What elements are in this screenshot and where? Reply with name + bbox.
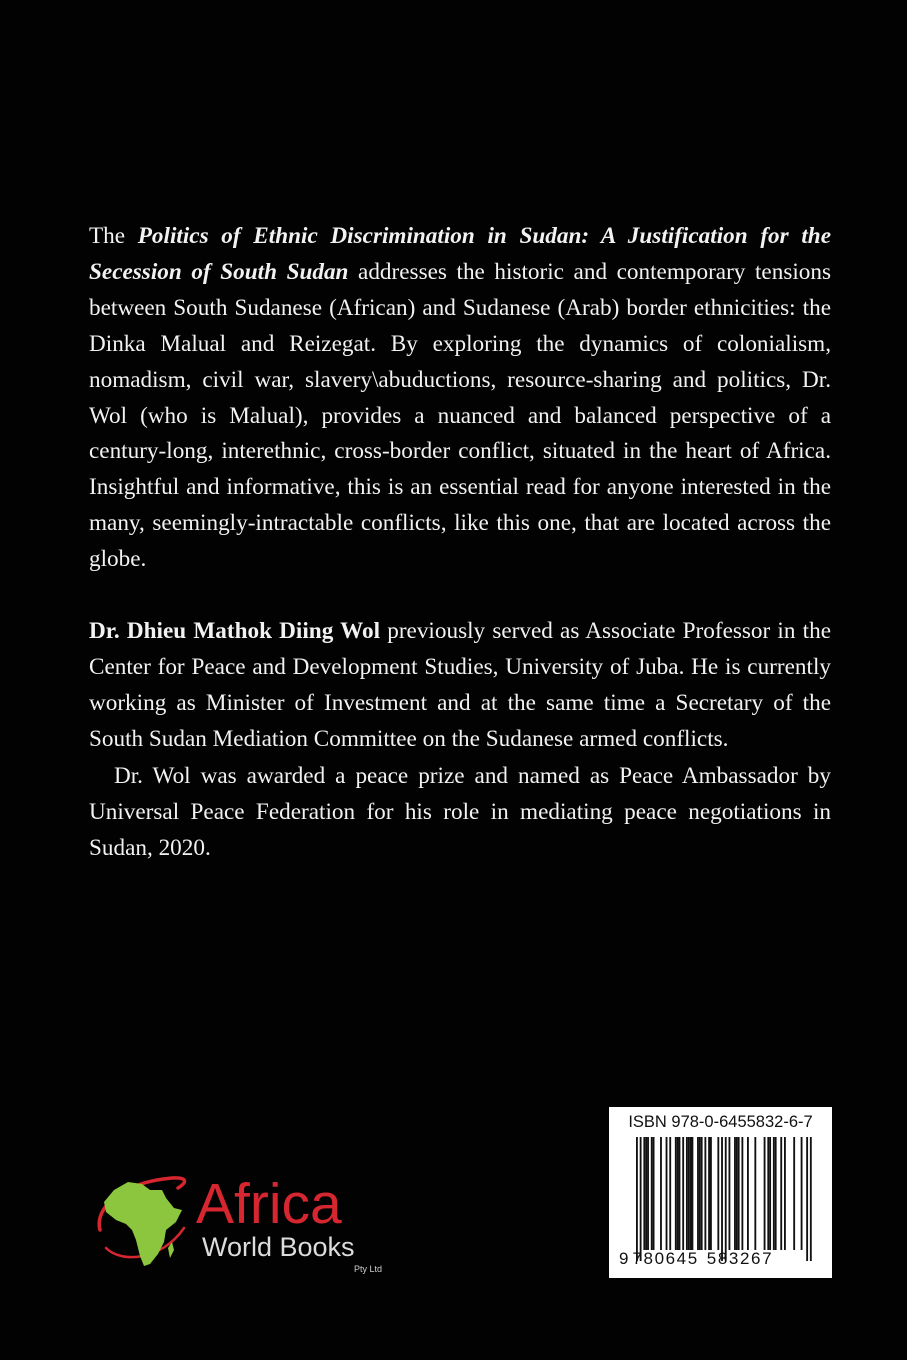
- barcode-bar: [675, 1137, 677, 1250]
- award-text: Dr. Wol was awarded a peace prize and named as Peace Ambassador by Universal Peace Federation for his role in mediating peace negotiations in Sudan, 2020.: [89, 763, 831, 861]
- barcode-bar: [741, 1137, 743, 1250]
- barcode-bar: [699, 1137, 701, 1250]
- barcode-digits-left: 780645: [632, 1249, 699, 1268]
- author-name: Dr. Dhieu Mathok Diing Wol: [89, 618, 381, 644]
- blurb-the: The: [89, 223, 138, 249]
- barcode-bar: [784, 1137, 786, 1250]
- barcode-bar: [773, 1137, 775, 1250]
- barcode-bar: [688, 1137, 690, 1250]
- barcode-bar: [653, 1137, 655, 1250]
- barcode-bar: [682, 1137, 684, 1250]
- barcode-bar: [729, 1137, 731, 1250]
- barcode-bar: [754, 1137, 756, 1250]
- isbn-label: ISBN 978-0-6455832-6-7: [628, 1113, 813, 1131]
- barcode-bar: [793, 1137, 795, 1250]
- author-bio-text: previously served as Associate Professor in the Center for Peace and Development Studies, University of Juba. He is currently working as Minister of Investment and at the same time a Secretary of the South Sudan Mediation Committee on the Sudanese armed conflicts.: [89, 618, 831, 752]
- barcode-bar: [669, 1137, 671, 1250]
- barcode-bar: [747, 1137, 749, 1250]
- author-bio-paragraph: [89, 614, 831, 758]
- barcode-bar: [725, 1137, 727, 1261]
- barcode-digits: [619, 1249, 773, 1269]
- book-title: Politics of Ethnic Discrimination in Sudan: A Justification for the Secession of South Sudan: [89, 223, 831, 285]
- barcode-bar: [651, 1137, 653, 1250]
- barcode-bar: [736, 1137, 738, 1250]
- barcode-bar: [690, 1137, 692, 1250]
- barcode-bar: [692, 1137, 694, 1250]
- publisher-name-pty-ltd: Pty Ltd: [354, 1264, 383, 1274]
- barcode-bar: [721, 1137, 723, 1261]
- publisher-logo: [92, 1168, 392, 1288]
- isbn-barcode: [609, 1107, 832, 1278]
- barcode-bar: [686, 1137, 688, 1250]
- barcode-bar: [645, 1137, 647, 1250]
- blurb-paragraph: [89, 219, 831, 578]
- barcode-bar: [636, 1137, 638, 1261]
- publisher-name-world-books: World Books: [202, 1232, 355, 1262]
- barcode-bar: [764, 1137, 766, 1250]
- barcode-bar: [640, 1137, 642, 1261]
- barcode-bar: [701, 1137, 703, 1250]
- barcode-digit-first: 9: [619, 1249, 629, 1268]
- publisher-name-africa: Africa: [196, 1172, 342, 1236]
- barcode-bar: [717, 1137, 719, 1250]
- barcode-bar: [775, 1137, 777, 1250]
- barcode-bar: [767, 1137, 769, 1250]
- barcode-bar: [679, 1137, 681, 1250]
- award-paragraph: [89, 759, 831, 867]
- barcode-bar: [660, 1137, 662, 1250]
- barcode-bar: [643, 1137, 645, 1250]
- barcode-bar: [666, 1137, 668, 1250]
- barcode-bar: [647, 1137, 649, 1250]
- barcode-bar: [806, 1137, 808, 1261]
- barcode-bar: [734, 1137, 736, 1250]
- barcode-bar: [810, 1137, 812, 1261]
- blurb-text: addresses the historic and contemporary tensions between South Sudanese (African) and Sudanese (Arab) border ethnicities: the Dinka Malual and Reizegat. By exploring the dynamics of colonialism, nomadism, civil war, slavery\abuductions, resource-sharing and politics, Dr. Wol (who is Malual), provides a nuanced and balanced perspective of a century-long, interethnic, cross-border conflict, situated in the heart of Africa. Insightful and informative, this is an essential read for anyone interested in the many, seemingly-intractable conflicts, like this one, that are located across the globe.: [89, 258, 831, 573]
- barcode-bar: [697, 1137, 699, 1250]
- barcode-bar: [677, 1137, 679, 1250]
- africa-continent-icon: [92, 1168, 202, 1273]
- barcode-bar: [708, 1137, 710, 1250]
- barcode-bar: [801, 1137, 803, 1250]
- barcode-bar: [738, 1137, 740, 1250]
- barcode-bar: [704, 1137, 706, 1250]
- barcode-bar: [710, 1137, 712, 1250]
- barcode-bar: [769, 1137, 771, 1250]
- barcode-bar: [780, 1137, 782, 1250]
- barcode-digits-right: 583267: [706, 1249, 774, 1268]
